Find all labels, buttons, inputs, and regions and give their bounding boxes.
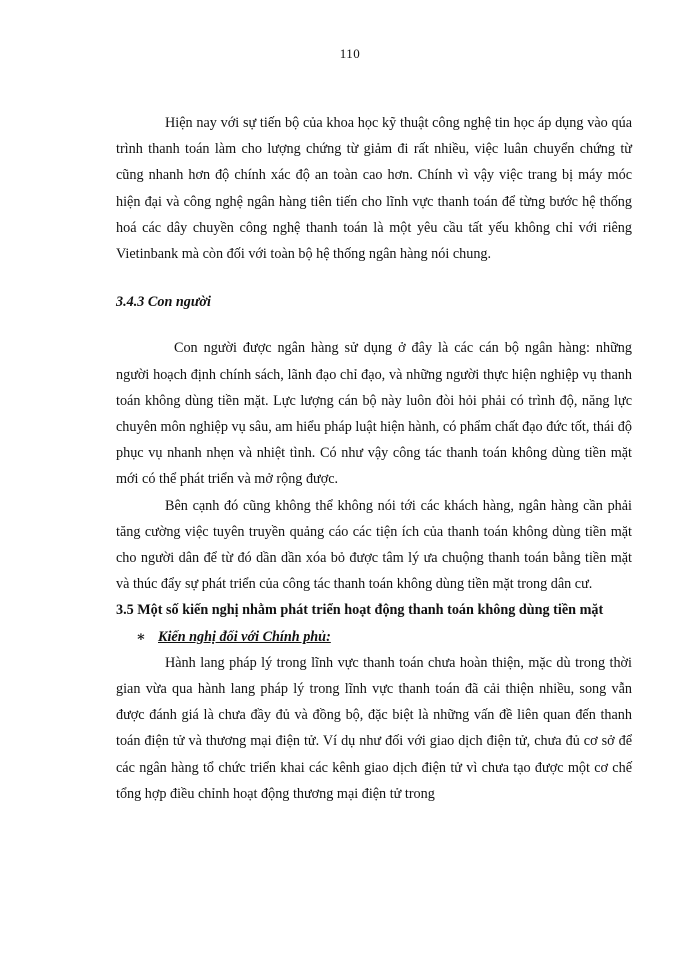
paragraph-technology: Hiện nay với sự tiến bộ của khoa học kỹ thuật công nghệ tin học áp dụng vào qúa trình thanh toán làm cho lượng chứng từ giảm đi rất nhiều, việc luân chuyển chứng từ cũng nhanh hơn độ chính xác độ an toàn cao hơn. Chính vì vậy việc trang bị máy móc hiện đại và công nghệ ngân hàng tiên tiến cho lĩnh vực thanh toán để từng bước hệ thống hoá các dây chuyền công nghệ thanh toán là một yêu cầu tất yếu không chỉ với riêng Vietinbank mà còn đối với toàn bộ hệ thống ngân hàng nói chung. <box>116 115 632 263</box>
paragraph-staff: Con người được ngân hàng sử dụng ở đây là các cán bộ ngân hàng: những người hoạch định chính sách, lãnh đạo chỉ đạo, và những người thực hiện nghiệp vụ thanh toán không dùng tiền mặt. Lực lượng cán bộ này luôn đòi hỏi phải có trình độ, năng lực chuyên môn nghiệp vụ sâu, am hiểu pháp luật hiện hành, có phẩm chất đạo đức tốt, thái độ phục vụ nhanh nhẹn và nhiệt tình. Có như vậy công tác thanh toán không dùng tiền mặt mới có thể phát triển và mở rộng được. <box>116 340 632 488</box>
subsection-heading-people: 3.4.3 Con người <box>116 294 211 311</box>
section-heading-recommendations: 3.5 Một số kiến nghị nhằm phát triển hoạt động thanh toán không dùng tiền mặt <box>116 602 604 619</box>
page-number: 110 <box>339 46 361 61</box>
bullet-heading-government: Kiến nghị đối với Chính phủ: <box>158 628 331 645</box>
paragraph-legal-framework: Hành lang pháp lý trong lĩnh vực thanh toán chưa hoàn thiện, mặc dù trong thời gian vừa qua hành lang pháp lý trong lĩnh vực thanh toán đã cải thiện nhiều, song vẫn được đánh giá là chưa đầy đủ và đồng bộ, đặc biệt là những vấn đề liên quan đến thanh toán điện tử và thương mại điện tử. Ví dụ như đối với giao dịch điện tử, chưa đủ cơ sở để các ngân hàng tổ chức triển khai các kênh giao dịch điện tử vì chưa tạo được một cơ chế tổng hợp điều chỉnh hoạt động thương mại điện tử trong <box>116 654 632 802</box>
document-body <box>116 110 632 807</box>
bullet-government-recommendation <box>116 624 632 650</box>
asterisk-bullet-icon: ∗ <box>136 628 146 645</box>
paragraph-customers: Bên cạnh đó cũng không thể không nói tới các khách hàng, ngân hàng cần phải tăng cường việc tuyên truyền quảng cáo các tiện ích của thanh toán không dùng tiền mặt cho người dân để từ đó dần dần xóa bỏ được tâm lý ưa chuộng thanh toán bằng tiền mặt và thúc đẩy sự phát triển của công tác thanh toán không dùng tiền mặt trong dân cư. <box>116 497 632 593</box>
